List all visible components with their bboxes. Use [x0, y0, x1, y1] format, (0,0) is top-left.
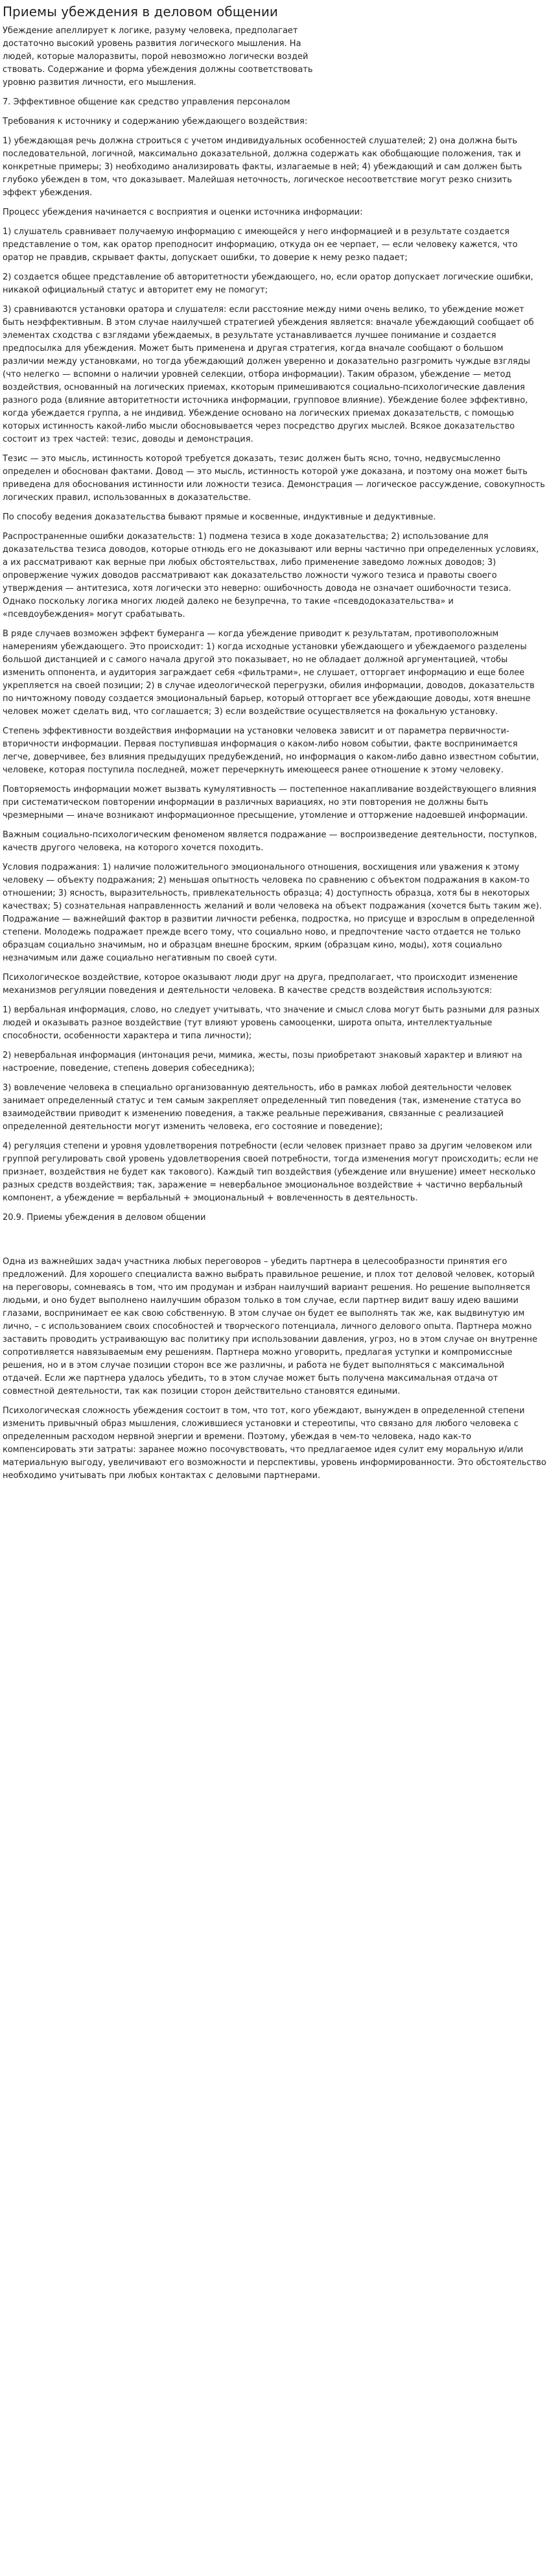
- intro-line: людей, которые малоразвиты, порой невозможно логически воздей: [3, 52, 309, 62]
- degree-paragraph: Степень эффективности воздействия информации на установки человека зависит и от параметра первичности-вторичности информации. Первая поступившая информация о каком-либо новом событии, факте воспринимается легче, доверчивее, без влияния предыдущих предубеждений, но информация о каком-либо давно известном событии, человеке, которая поступила последней, может перечеркнуть имеющееся ранее отношение к этому человеку.: [3, 726, 539, 775]
- difficulty-paragraph: Психологическая сложность убеждения состоит в том, что тот, кого убеждают, вынужден в определенной степени изменить привычный образ мышления, сложившиеся установки и стереотипы, что связано для любого человека с определенным расходом нервной энергии и времени. Поэтому, убеждая в чем-то человека, надо как-то компенсировать эти затраты: заранее можно посочувствовать, что предлагаемое идея сулит ему моральную и/или материальную выгоду, увеличивают его возможности и перспективы, уровень информированности. Это обстоятельство необходимо учитывать при любых контактах с деловыми партнерами.: [3, 1406, 546, 1481]
- intro-line: ствовать. Содержание и форма убеждения должны соответствовать: [3, 65, 313, 75]
- means-item-1: 1) вербальная информация, слово, но следует учитывать, что значение и смысл слова могут быть разными для разных людей и оказывать разное воздействие (тут влияют уровень самооценки, широта опыта, интеллектуальные способности, особенности характера и типа личности);: [3, 1005, 540, 1041]
- requirements-paragraph: 1) убеждающая речь должна строиться с учетом индивидуальных особенностей слушателей; 2) она должна быть последовательной, логичной, максимально доказательной, должна содержать как обобщающие положения, так и конкретные примеры; 3) необходимо анализировать факты, излагаемые в ней; 4) убеждающий и сам должен быть глубоко убежден в том, что доказывает. Малейшая неточность, логическое несоответствие могут резко снизить эффект убеждения.: [3, 136, 522, 198]
- boomerang-paragraph: В ряде случаев возможен эффект бумеранга — когда убеждение приводит к результатам, противоположным намерениям убеждающего. Это происходит: 1) когда исходные установки убеждающего и убеждаемого разделены большой дистанцией и с самого начала другой это показывает, но не обладает должной аргументацией, чтобы изменить оппонента, и аудитория заграждает себя «фильтрами», не слушает, отторгает информацию и еще более укрепляется на своей позиции; 2) в случае идеологической перегрузки, обилия информации, доводов, доказательств по ничтожному поводу создается эмоциональный барьер, который отторгает все убеждающие доводы, хотя внешне человек может сделать вид, что соглашается; 3) если воздействие осуществляется на фокальную установку.: [3, 629, 535, 717]
- intro-line: Убеждение апеллирует к логике, разуму человека, предполагает: [3, 26, 298, 36]
- intro-line: достаточно высокий уровень развития логического мышления. На: [3, 39, 301, 49]
- means-item-3: 3) вовлечение человека в специально организованную деятельность, ибо в рамках любой деятельности человек занимает определенный статус и тем самым закрепляет определенный тип поведения (так, изменение статуса во взаимодействии приводит к изменению поведения, а также реальные переживания, связанные с реализацией определенной деятельности могут изменить человека, его состояние и поведение);: [3, 1083, 521, 1132]
- repetition-paragraph: Повторяемость информации может вызвать кумулятивность — постепенное накапливание воздействующего влияния при систематическом повторении информации в различных вариациях, но эти повторения не должны быть чрезмерными — иначе возникают информационное пресыщение, утомление и отторжение надоевшей информации.: [3, 785, 537, 820]
- psych-influence-paragraph: Психологическое воздействие, которое оказывают люди друг на друга, предполагает, что происходит изменение механизмов регуляции поведения и деятельности человека. В качестве средств воздействия используются:: [3, 973, 518, 996]
- page-title: Приемы убеждения в деловом общении: [3, 4, 278, 19]
- section-20-9-heading: 20.9. Приемы убеждения в деловом общении: [3, 1213, 206, 1222]
- goal-paragraph: Одна из важнейших задач участника любых переговоров – убедить партнера в целесообразности принятия его предложений. Для хорошего специалиста важно выбрать правильное решение, и плох тот деловой человек, который на переговоры, сомневаясь в том, что им продуман и избран наилучший вариант решения. Но решение выполняется людьми, и оно будет выполнено наилучшим образом только в том случае, если партнер видит вашу идею вашими глазами, воспринимает ее как свою собственную. В этом случае он будет ее выполнять так же, как выдвинутую им лично, – с использованием своих способностей и творческого потенциала, личного делового опыта. Партнера можно заставить проводить устраивающую вас политику при использовании давления, угроз, но в этом случае он внутренне сопротивляется навязываемым ему решениям. Партнера можно уговорить, предлагая уступки и компромиссные решения, но и в этом случае позиции сторон все же различны, и работа не будет выполняться с максимальной отдачей. Если же партнера удалось убедить, то в этом случае может быть получена максимальная отдача от совместной деятельности, так как позиции сторон действительно становятся едиными.: [3, 1257, 538, 1396]
- means-item-2: 2) невербальная информация (интонация речи, мимика, жесты, позы приобретают знаковый характер и влияют на настроение, поведение, степень доверия собеседника);: [3, 1051, 522, 1073]
- process-step-3: 3) сравниваются установки оратора и слушателя: если расстояние между ними очень велико, то убеждение может быть неэффективным. В этом случае наилучшей стратегией убеждения является: вначале убеждающий сообщает об элементах сходства с взглядами убеждаемых, в результате устанавливается лучшее понимание и создается предпосылка для убеждения. Может быть применена и другая стратегия, когда вначале сообщают о большом различии между установками, но тогда убеждающий должен уверенно и доказательно разгромить чуждые взгляды (что нелегко — вспомни о наличии уровней селекции, отбора информации). Таким образом, убеждение — метод воздействия, основанный на логических приемах, ккоторым примешиваются социально-психологические давления разного рода (влияние авторитетности источника информации, групповое влияние). Убеждение более эффективно, когда убеждается группа, а не индивид. Убеждение основано на логических приемах доказательств, с помощью которых истинность какой-либо мысли обосновывается через посредство других мыслей. Всякое доказательство состоит из трех частей: тезис, доводы и демонстрация.: [3, 305, 534, 444]
- conditions-paragraph: Условия подражания: 1) наличие положительного эмоционального отношения, восхищения или уважения к этому человеку — объекту подражания; 2) меньшая опытность человека по сравнению с объектом подражания в каком-то отношении; 3) ясность, выразительность, привлекательность образца; 4) доступность образца, хотя бы в некоторых качествах; 5) сознательная направленность желаний и воли человека на объект подражания (хочется быть таким же). Подражание — важнейший фактор в развитии личности ребенка, подростка, но присуще и взрослым в определенной степени. Молодежь подражает прежде всего тому, что социально ново, и предпочтение часто отдается не только образцам социально значимым, но и образцам внешне броским, ярким (образцам кино, моды), хотя социально незначимым или даже социально негативным по своей сути.: [3, 863, 542, 963]
- spacer: [3, 1231, 546, 1256]
- intro-paragraph: [3, 25, 546, 89]
- process-intro: Процесс убеждения начинается с восприятия и оценки источника информации:: [3, 208, 363, 217]
- section-7-heading: 7. Эффективное общение как средство управления персоналом: [3, 97, 290, 107]
- means-item-4: 4) регуляция степени и уровня удовлетворения потребности (если человек признает право за другим человеком или группой регулировать свой уровень удовлетворения своей потребности, тогда изменения могут происходить; если не признает, воздействия не будет как такового). Каждый тип воздействия (убеждение или внушение) имеет несколько разных средств воздействия; так, заражение = невербальное эмоциональное воздействие + частично вербальный компонент, а убеждение = вербальный + эмоциональный + вовлеченность в деятельность.: [3, 1141, 539, 1203]
- imitation-paragraph: Важным социально-психологическим феноменом является подражание — воспроизведение деятельности, поступков, качеств другого человека, на которого хочется походить.: [3, 830, 537, 853]
- thesis-paragraph: Тезис — это мысль, истинность которой требуется доказать, тезис должен быть ясно, точно, недвусмысленно определен и обоснован фактами. Довод — это мысль, истинность которой уже доказана, и поэтому она может быть приведена для обоснования истинности или ложности тезиса. Демонстрация — логическое рассуждение, совокупность логических правил, использованных в доказательстве.: [3, 454, 545, 503]
- errors-paragraph: Распространенные ошибки доказательств: 1) подмена тезиса в ходе доказательства; 2) использование для доказательства тезиса доводов, которые отнюдь его не доказывают или верны частично при определенных условиях, а их рассматривают как верные при любых обстоятельствах, либо применение заведомо ложных доводов; 3) опровержение чужих доводов рассматривают как доказательство ложности чужого тезиса и правоты своего утверждения — антитезиса, хотя логически это неверно: ошибочность довода не означает ошибочности тезиса. Однако поскольку логика многих людей далеко не безупречна, то такие «псевдодоказательства» и «псевдоубеждения» могут срабатывать.: [3, 532, 539, 619]
- process-step-2: 2) создается общее представление об авторитетности убеждающего, но, если оратор допускает логические ошибки, никакой официальный статус и авторитет ему не помогут;: [3, 272, 533, 295]
- requirements-intro: Требования к источнику и содержанию убеждающего воздействия:: [3, 117, 308, 126]
- methods-paragraph: По способу ведения доказательства бывают прямые и косвенные, индуктивные и дедуктивные.: [3, 512, 436, 522]
- intro-line: уровню развития личности, его мышления.: [3, 78, 196, 88]
- process-step-1: 1) слушатель сравнивает получаемую информацию с имеющейся у него информацией и в результате создается представление о том, как оратор преподносит информацию, откуда он ее черпает, — если человеку кажется, что оратор не правдив, скрывает факты, допускает ошибки, то доверие к нему резко падает;: [3, 227, 518, 263]
